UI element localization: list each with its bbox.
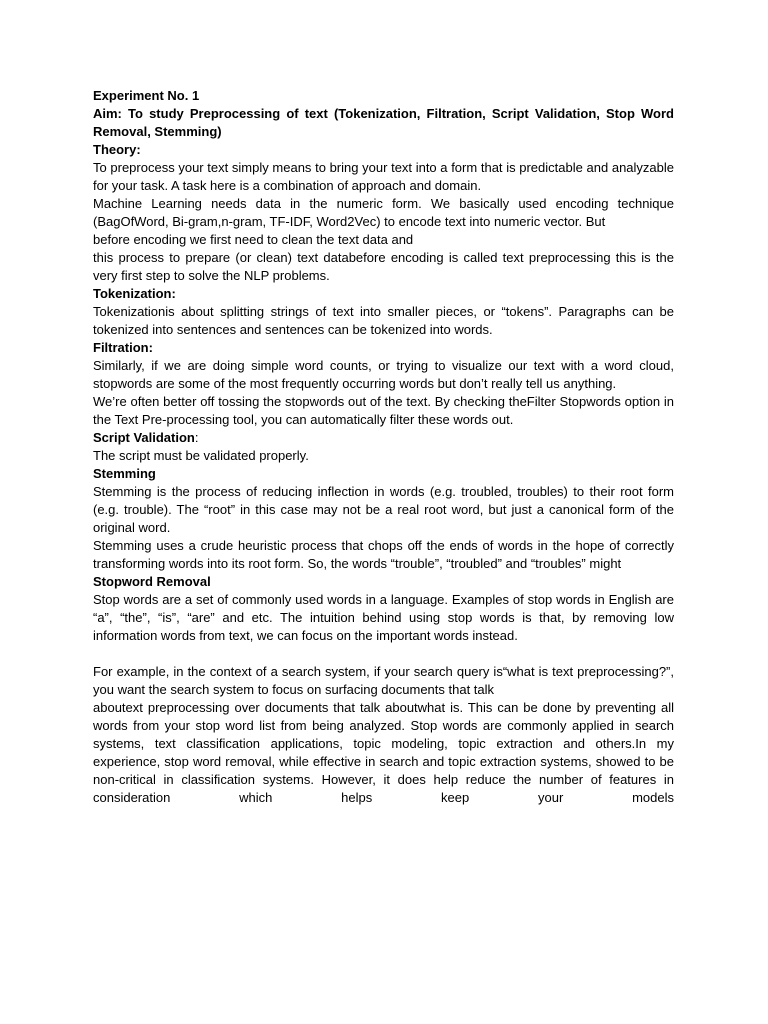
filtration-paragraph: Similarly, if we are doing simple word counts, or trying to visualize our text with a word cloud, stopwords are some of the most frequently occurring words but don’t really tell us anything. xyxy=(93,358,678,391)
document-body xyxy=(93,87,678,807)
theory-heading: Theory: xyxy=(93,142,141,157)
theory-paragraph: Machine Learning needs data in the numeric form. We basically used encoding technique (BagOfWord, Bi-gram,n-gram, TF-IDF, Word2Vec) to encode text into numeric vector. But xyxy=(93,196,678,229)
theory-paragraph: this process to prepare (or clean) text databefore encoding is called text preprocessing this is the very first step to solve the NLP problems. xyxy=(93,250,678,283)
script-validation-paragraph: The script must be validated properly. xyxy=(93,448,309,463)
tokenization-paragraph: Tokenizationis about splitting strings of text into smaller pieces, or “tokens”. Paragraphs can be tokenized into sentences and sentences can be tokenized into words. xyxy=(93,304,678,337)
stopword-paragraph: aboutext preprocessing over documents that talk aboutwhat is. This can be done by preventing all words from your stop word list from being analyzed. Stop words are commonly applied in search systems, text classification applications, topic modeling, topic extraction and others.In my experience, stop word removal, while effective in search and topic extraction systems, showed to be non-critical in classification systems. However, it does help reduce the number of features in consideration which helps keep your models xyxy=(93,700,678,805)
stemming-heading: Stemming xyxy=(93,466,156,481)
script-validation-heading-text: Script Validation xyxy=(93,430,195,445)
stopword-paragraph: For example, in the context of a search system, if your search query is“what is text preprocessing?”, you want the search system to focus on surfacing documents that talk xyxy=(93,664,678,697)
theory-paragraph: before encoding we first need to clean the text data and xyxy=(93,232,414,247)
tokenization-heading: Tokenization: xyxy=(93,286,176,301)
theory-paragraph: To preprocess your text simply means to bring your text into a form that is predictable and analyzable for your task. A task here is a combination of approach and domain. xyxy=(93,160,678,193)
script-validation-heading xyxy=(93,429,674,447)
stopword-removal-heading: Stopword Removal xyxy=(93,574,211,589)
experiment-title: Experiment No. 1 xyxy=(93,88,200,103)
aim-statement: Aim: To study Preprocessing of text (Tokenization, Filtration, Script Validation, Stop Word Removal, Stemming) xyxy=(93,106,678,139)
filtration-heading: Filtration: xyxy=(93,340,153,355)
script-validation-colon: : xyxy=(194,430,199,445)
stemming-paragraph: Stemming uses a crude heuristic process that chops off the ends of words in the hope of correctly transforming words into its root form. So, the words “trouble”, “troubled” and “troubles” might xyxy=(93,538,678,571)
paragraph-spacer xyxy=(93,645,674,663)
stopword-paragraph: Stop words are a set of commonly used words in a language. Examples of stop words in English are “a”, “the”, “is”, “are” and etc. The intuition behind using stop words is that, by removing low information words from text, we can focus on the important words instead. xyxy=(93,592,678,643)
stemming-paragraph: Stemming is the process of reducing inflection in words (e.g. troubled, troubles) to their root form (e.g. trouble). The “root” in this case may not be a real root word, but just a canonical form of the original word. xyxy=(93,484,678,535)
filtration-paragraph: We’re often better off tossing the stopwords out of the text. By checking theFilter Stopwords option in the Text Pre-processing tool, you can automatically filter these words out. xyxy=(93,394,678,427)
